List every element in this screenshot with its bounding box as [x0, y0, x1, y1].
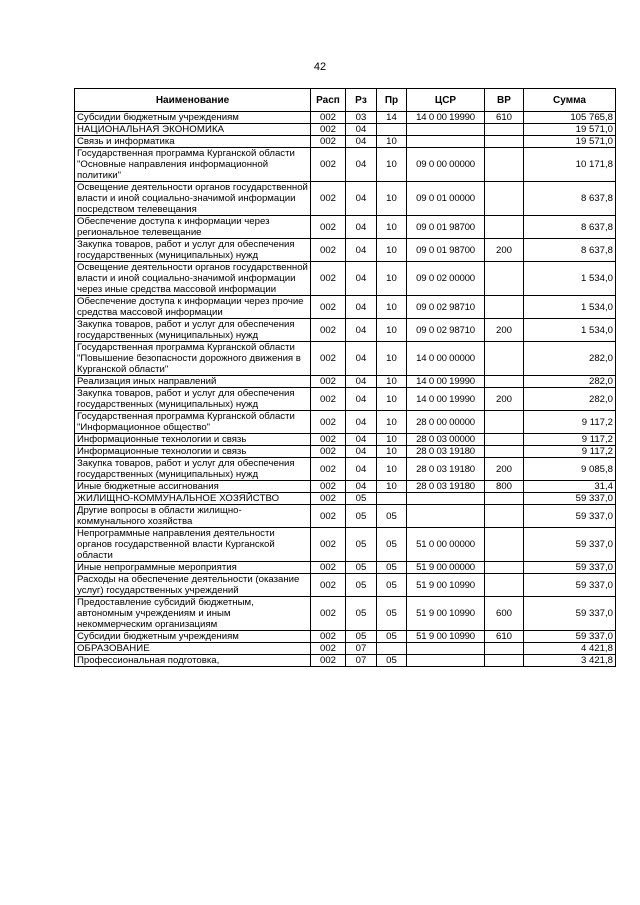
cell-rasp: 002 — [311, 434, 346, 446]
cell-sum: 8 637,8 — [524, 216, 616, 239]
cell-sum: 10 171,8 — [524, 148, 616, 182]
cell-vr — [485, 446, 524, 458]
cell-csr — [407, 136, 485, 148]
cell-rasp: 002 — [311, 342, 346, 376]
cell-name: Информационные технологии и связь — [75, 446, 311, 458]
cell-rasp: 002 — [311, 376, 346, 388]
col-header-sum: Сумма — [524, 89, 616, 112]
table-row — [75, 319, 616, 342]
cell-vr — [485, 643, 524, 655]
table-row — [75, 481, 616, 493]
cell-rz: 05 — [346, 562, 377, 574]
cell-name: Освещение деятельности органов государственной власти и иной социально-значимой информации посредством телевещания — [75, 182, 311, 216]
cell-vr — [485, 376, 524, 388]
col-header-csr: ЦСР — [407, 89, 485, 112]
cell-vr — [485, 216, 524, 239]
cell-vr — [485, 136, 524, 148]
cell-csr — [407, 124, 485, 136]
cell-rasp: 002 — [311, 528, 346, 562]
cell-name: Иные бюджетные ассигнования — [75, 481, 311, 493]
cell-rasp: 002 — [311, 505, 346, 528]
cell-name: Государственная программа Курганской области "Повышение безопасности дорожного движения в Курганской области" — [75, 342, 311, 376]
table-row — [75, 631, 616, 643]
cell-rz: 05 — [346, 574, 377, 597]
table-row — [75, 597, 616, 631]
table-row — [75, 458, 616, 481]
cell-rz: 03 — [346, 112, 377, 124]
cell-pr: 05 — [377, 655, 407, 667]
cell-vr — [485, 124, 524, 136]
cell-pr: 10 — [377, 446, 407, 458]
cell-rz: 04 — [346, 446, 377, 458]
cell-rz: 04 — [346, 216, 377, 239]
cell-rz: 04 — [346, 411, 377, 434]
cell-pr: 05 — [377, 562, 407, 574]
cell-rasp: 002 — [311, 481, 346, 493]
cell-sum: 19 571,0 — [524, 124, 616, 136]
cell-sum: 282,0 — [524, 342, 616, 376]
cell-vr — [485, 296, 524, 319]
cell-rasp: 002 — [311, 562, 346, 574]
cell-vr: 200 — [485, 319, 524, 342]
cell-sum: 59 337,0 — [524, 562, 616, 574]
cell-pr: 10 — [377, 182, 407, 216]
table-row — [75, 148, 616, 182]
cell-pr: 14 — [377, 112, 407, 124]
cell-rasp: 002 — [311, 112, 346, 124]
cell-rz: 04 — [346, 342, 377, 376]
page-number: 42 — [313, 61, 327, 73]
cell-rz: 04 — [346, 458, 377, 481]
cell-rasp: 002 — [311, 148, 346, 182]
cell-vr — [485, 574, 524, 597]
cell-vr — [485, 342, 524, 376]
table-header-row — [75, 89, 616, 112]
cell-csr: 51 9 00 10990 — [407, 631, 485, 643]
cell-csr — [407, 505, 485, 528]
cell-sum: 59 337,0 — [524, 493, 616, 505]
table-row — [75, 124, 616, 136]
col-header-rasp: Расп — [311, 89, 346, 112]
cell-name: Освещение деятельности органов государственной власти и иной социально-значимой информации через иные средства массовой информации — [75, 262, 311, 296]
cell-pr: 10 — [377, 296, 407, 319]
table-row — [75, 112, 616, 124]
cell-pr: 10 — [377, 388, 407, 411]
table-row — [75, 136, 616, 148]
cell-pr: 10 — [377, 262, 407, 296]
cell-pr: 10 — [377, 458, 407, 481]
cell-rasp: 002 — [311, 631, 346, 643]
cell-rz: 04 — [346, 148, 377, 182]
cell-pr — [377, 643, 407, 655]
cell-sum: 9 085,8 — [524, 458, 616, 481]
cell-pr: 10 — [377, 239, 407, 262]
cell-pr: 05 — [377, 505, 407, 528]
table-row — [75, 239, 616, 262]
cell-rasp: 002 — [311, 493, 346, 505]
cell-rasp: 002 — [311, 458, 346, 481]
cell-vr: 200 — [485, 239, 524, 262]
cell-sum: 59 337,0 — [524, 505, 616, 528]
col-header-vr: ВР — [485, 89, 524, 112]
cell-vr — [485, 434, 524, 446]
cell-rz: 07 — [346, 655, 377, 667]
cell-vr — [485, 505, 524, 528]
cell-vr: 610 — [485, 631, 524, 643]
table-row — [75, 434, 616, 446]
cell-pr: 10 — [377, 216, 407, 239]
table-row — [75, 262, 616, 296]
cell-pr — [377, 493, 407, 505]
cell-sum: 1 534,0 — [524, 296, 616, 319]
cell-name: Предоставление субсидий бюджетным, автономным учреждениям и иным некоммерческим организациям — [75, 597, 311, 631]
cell-sum: 8 637,8 — [524, 239, 616, 262]
cell-sum: 9 117,2 — [524, 411, 616, 434]
table-row — [75, 376, 616, 388]
cell-csr: 51 9 00 00000 — [407, 562, 485, 574]
cell-rasp: 002 — [311, 597, 346, 631]
cell-csr: 28 0 03 00000 — [407, 434, 485, 446]
cell-vr: 800 — [485, 481, 524, 493]
cell-sum: 9 117,2 — [524, 446, 616, 458]
table-row — [75, 562, 616, 574]
cell-name: Связь и информатика — [75, 136, 311, 148]
cell-pr: 10 — [377, 319, 407, 342]
cell-sum: 105 765,8 — [524, 112, 616, 124]
cell-pr: 05 — [377, 597, 407, 631]
cell-csr: 14 0 00 00000 — [407, 342, 485, 376]
cell-csr: 28 0 00 00000 — [407, 411, 485, 434]
cell-sum: 31,4 — [524, 481, 616, 493]
cell-pr: 10 — [377, 481, 407, 493]
table-row — [75, 446, 616, 458]
cell-csr: 14 0 00 19990 — [407, 376, 485, 388]
cell-vr — [485, 528, 524, 562]
cell-name: Государственная программа Курганской области "Основные направления информационной политики" — [75, 148, 311, 182]
cell-pr: 10 — [377, 434, 407, 446]
cell-vr — [485, 655, 524, 667]
cell-rz: 05 — [346, 528, 377, 562]
cell-name: Закупка товаров, работ и услуг для обеспечения государственных (муниципальных) нужд — [75, 458, 311, 481]
cell-rz: 07 — [346, 643, 377, 655]
cell-name: Государственная программа Курганской области "Информационное общество" — [75, 411, 311, 434]
cell-rasp: 002 — [311, 216, 346, 239]
cell-sum: 282,0 — [524, 376, 616, 388]
cell-rasp: 002 — [311, 182, 346, 216]
cell-rasp: 002 — [311, 262, 346, 296]
cell-pr: 05 — [377, 631, 407, 643]
cell-sum: 4 421,8 — [524, 643, 616, 655]
cell-name: Реализация иных направлений — [75, 376, 311, 388]
cell-sum: 3 421,8 — [524, 655, 616, 667]
cell-rz: 04 — [346, 182, 377, 216]
cell-name: Непрограммные направления деятельности органов государственной власти Курганской области — [75, 528, 311, 562]
cell-csr: 51 9 00 10990 — [407, 574, 485, 597]
cell-csr — [407, 493, 485, 505]
cell-pr: 10 — [377, 376, 407, 388]
cell-pr: 10 — [377, 342, 407, 376]
cell-csr: 09 0 00 00000 — [407, 148, 485, 182]
cell-name: Субсидии бюджетным учреждениям — [75, 631, 311, 643]
col-header-rz: Рз — [346, 89, 377, 112]
cell-csr: 51 0 00 00000 — [407, 528, 485, 562]
cell-name: Иные непрограммные мероприятия — [75, 562, 311, 574]
cell-name: Субсидии бюджетным учреждениям — [75, 112, 311, 124]
table-row — [75, 296, 616, 319]
cell-sum: 282,0 — [524, 388, 616, 411]
table-row — [75, 388, 616, 411]
cell-rz: 05 — [346, 493, 377, 505]
cell-rz: 04 — [346, 239, 377, 262]
cell-csr: 09 0 01 98700 — [407, 239, 485, 262]
cell-csr: 51 9 00 10990 — [407, 597, 485, 631]
cell-rasp: 002 — [311, 643, 346, 655]
cell-csr: 09 0 02 98710 — [407, 319, 485, 342]
table-row — [75, 574, 616, 597]
cell-csr: 28 0 03 19180 — [407, 458, 485, 481]
cell-vr — [485, 148, 524, 182]
cell-sum: 59 337,0 — [524, 528, 616, 562]
cell-name: Закупка товаров, работ и услуг для обеспечения государственных (муниципальных) нужд — [75, 319, 311, 342]
cell-pr: 10 — [377, 411, 407, 434]
cell-vr: 200 — [485, 388, 524, 411]
cell-name: Другие вопросы в области жилищно-коммунального хозяйства — [75, 505, 311, 528]
cell-name: ОБРАЗОВАНИЕ — [75, 643, 311, 655]
cell-name: Информационные технологии и связь — [75, 434, 311, 446]
cell-rz: 04 — [346, 296, 377, 319]
cell-rasp: 002 — [311, 319, 346, 342]
cell-sum: 59 337,0 — [524, 631, 616, 643]
cell-csr: 09 0 01 98700 — [407, 216, 485, 239]
cell-rasp: 002 — [311, 655, 346, 667]
cell-sum: 59 337,0 — [524, 597, 616, 631]
cell-sum: 9 117,2 — [524, 434, 616, 446]
cell-vr: 600 — [485, 597, 524, 631]
cell-name: Обеспечение доступа к информации через прочие средства массовой информации — [75, 296, 311, 319]
cell-pr: 10 — [377, 136, 407, 148]
table-row — [75, 655, 616, 667]
cell-rasp: 002 — [311, 574, 346, 597]
budget-table — [74, 88, 616, 667]
cell-name: НАЦИОНАЛЬНАЯ ЭКОНОМИКА — [75, 124, 311, 136]
col-header-pr: Пр — [377, 89, 407, 112]
cell-sum: 1 534,0 — [524, 262, 616, 296]
cell-pr — [377, 124, 407, 136]
cell-sum: 8 637,8 — [524, 182, 616, 216]
cell-rz: 04 — [346, 434, 377, 446]
cell-name: Профессиональная подготовка, — [75, 655, 311, 667]
cell-vr — [485, 493, 524, 505]
cell-vr: 610 — [485, 112, 524, 124]
cell-vr — [485, 182, 524, 216]
cell-csr: 09 0 02 00000 — [407, 262, 485, 296]
cell-rz: 04 — [346, 481, 377, 493]
table-row — [75, 216, 616, 239]
cell-csr: 09 0 02 98710 — [407, 296, 485, 319]
table-row — [75, 528, 616, 562]
cell-rasp: 002 — [311, 124, 346, 136]
cell-name: Закупка товаров, работ и услуг для обеспечения государственных (муниципальных) нужд — [75, 239, 311, 262]
cell-csr: 09 0 01 00000 — [407, 182, 485, 216]
cell-vr — [485, 411, 524, 434]
cell-csr: 14 0 00 19990 — [407, 112, 485, 124]
cell-rz: 04 — [346, 376, 377, 388]
cell-rz: 05 — [346, 631, 377, 643]
cell-rz: 04 — [346, 319, 377, 342]
cell-rz: 05 — [346, 597, 377, 631]
table-row — [75, 643, 616, 655]
cell-csr: 28 0 03 19180 — [407, 481, 485, 493]
cell-pr: 10 — [377, 148, 407, 182]
cell-rasp: 002 — [311, 446, 346, 458]
table-row — [75, 493, 616, 505]
cell-pr: 05 — [377, 574, 407, 597]
cell-rz: 04 — [346, 388, 377, 411]
cell-vr: 200 — [485, 458, 524, 481]
cell-rasp: 002 — [311, 296, 346, 319]
cell-name: Расходы на обеспечение деятельности (оказание услуг) государственных учреждений — [75, 574, 311, 597]
cell-rasp: 002 — [311, 411, 346, 434]
cell-sum: 1 534,0 — [524, 319, 616, 342]
cell-rz: 05 — [346, 505, 377, 528]
cell-csr — [407, 643, 485, 655]
cell-csr: 28 0 03 19180 — [407, 446, 485, 458]
cell-sum: 19 571,0 — [524, 136, 616, 148]
cell-rz: 04 — [346, 136, 377, 148]
cell-csr: 14 0 00 19990 — [407, 388, 485, 411]
cell-rasp: 002 — [311, 388, 346, 411]
cell-rz: 04 — [346, 262, 377, 296]
cell-sum: 59 337,0 — [524, 574, 616, 597]
cell-name: Закупка товаров, работ и услуг для обеспечения государственных (муниципальных) нужд — [75, 388, 311, 411]
cell-pr: 05 — [377, 528, 407, 562]
cell-rasp: 002 — [311, 136, 346, 148]
cell-rasp: 002 — [311, 239, 346, 262]
cell-rz: 04 — [346, 124, 377, 136]
table-row — [75, 505, 616, 528]
cell-name: ЖИЛИЩНО-КОММУНАЛЬНОЕ ХОЗЯЙСТВО — [75, 493, 311, 505]
cell-vr — [485, 562, 524, 574]
cell-vr — [485, 262, 524, 296]
col-header-name: Наименование — [75, 89, 311, 112]
cell-csr — [407, 655, 485, 667]
table-row — [75, 411, 616, 434]
table-row — [75, 342, 616, 376]
table-row — [75, 182, 616, 216]
cell-name: Обеспечение доступа к информации через региональное телевещание — [75, 216, 311, 239]
